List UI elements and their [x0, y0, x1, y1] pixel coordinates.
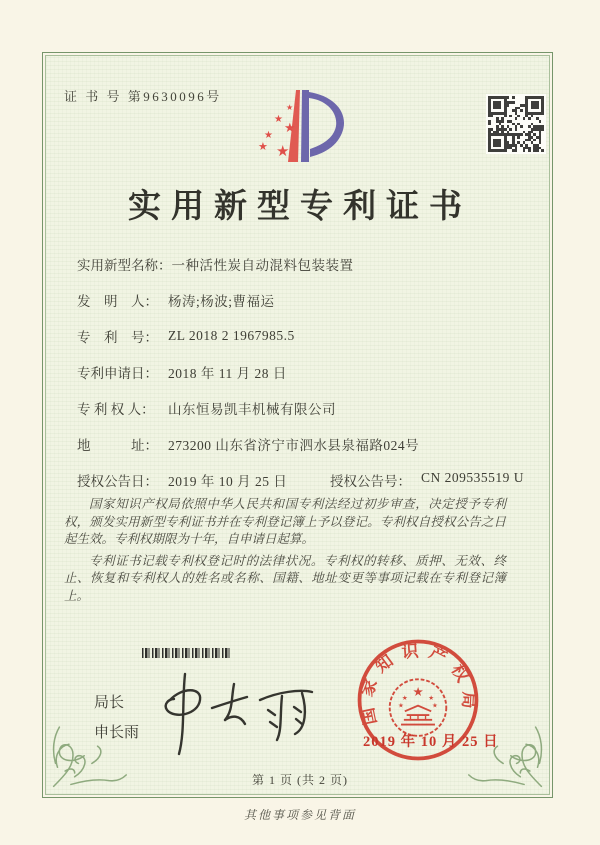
field-label: 授权公告号： — [330, 474, 411, 489]
svg-text:★: ★ — [284, 120, 296, 135]
legal-paragraph-2: 专利证书记载专利权登记时的法律状况。专利权的转移、质押、无效、终止、恢复和专利权人的姓名或名称、国籍、地址变更等事项记载在专利登记簿上。 — [64, 553, 506, 603]
svg-text:★: ★ — [401, 695, 408, 702]
field-row-patentee — [77, 390, 497, 426]
seal-date: 2019 年 10 月 25 日 — [363, 734, 499, 750]
certificate-title: 实用新型专利证书 — [128, 189, 472, 225]
cnipa-logo-icon — [246, 80, 354, 176]
field-label: 专 利 权 人： — [77, 402, 155, 417]
field-row-address — [77, 426, 497, 462]
page-number: 第 1 页 (共 2 页) — [252, 773, 348, 787]
field-value: CN 209535519 U — [421, 470, 525, 485]
grant-number-field — [330, 470, 524, 490]
svg-text:★: ★ — [276, 144, 290, 160]
field-row-utility-name — [77, 246, 497, 282]
legal-statement — [64, 496, 506, 609]
commissioner-name: 申长雨 — [94, 725, 140, 741]
svg-text:★: ★ — [274, 114, 283, 125]
field-label: 专利申请日： — [77, 366, 158, 381]
svg-text:★: ★ — [412, 685, 424, 700]
handwritten-signature-icon — [148, 658, 328, 758]
certificate-fields — [77, 246, 497, 462]
field-row-patent-number — [77, 318, 497, 354]
field-label: 授权公告日： — [77, 474, 158, 489]
field-value: 2018 年 11 月 28 日 — [168, 366, 287, 381]
certificate-number: 证 书 号 第9630096号 — [64, 89, 222, 104]
svg-text:★: ★ — [258, 141, 268, 153]
seal-text: 国家知识产权局 — [356, 640, 479, 727]
field-value: 杨涛;杨波;曹福运 — [168, 294, 275, 309]
commissioner-block — [94, 688, 139, 748]
legal-paragraph-1: 国家知识产权局依照中华人民共和国专利法经过初步审查，决定授予专利权，颁发实用新型专利证书并在专利登记簿上予以登记。专利权自授权公告之日起生效。专利权期限为十年，自申请日起算。 — [64, 497, 506, 546]
svg-text:★: ★ — [398, 702, 404, 710]
svg-text:国家知识产权局 — [356, 641, 479, 727]
field-label: 实用新型名称： — [77, 258, 172, 273]
svg-text:★: ★ — [264, 130, 273, 141]
field-label: 专 利 号： — [77, 330, 158, 345]
field-row-inventors — [77, 282, 497, 318]
field-value: 2019 年 10 月 25 日 — [168, 474, 288, 489]
back-note: 其他事项参见背面 — [243, 808, 356, 822]
field-label: 发 明 人： — [77, 294, 158, 309]
barcode — [142, 648, 230, 658]
svg-text:★: ★ — [428, 695, 435, 702]
field-value: 273200 山东省济宁市泗水县泉福路024号 — [168, 438, 420, 453]
grant-row — [77, 462, 537, 498]
field-label: 地 址： — [77, 438, 158, 453]
field-row-filing-date — [77, 354, 497, 390]
field-value: 一种活性炭自动混料包装装置 — [171, 258, 354, 273]
commissioner-title: 局长 — [94, 695, 125, 711]
field-value: 山东恒易凯丰机械有限公司 — [168, 402, 336, 417]
svg-text:★: ★ — [432, 702, 438, 710]
qr-code — [486, 94, 546, 154]
grant-date-field — [77, 470, 330, 490]
svg-text:★: ★ — [286, 103, 294, 112]
field-value: ZL 2018 2 1967985.5 — [168, 328, 295, 343]
